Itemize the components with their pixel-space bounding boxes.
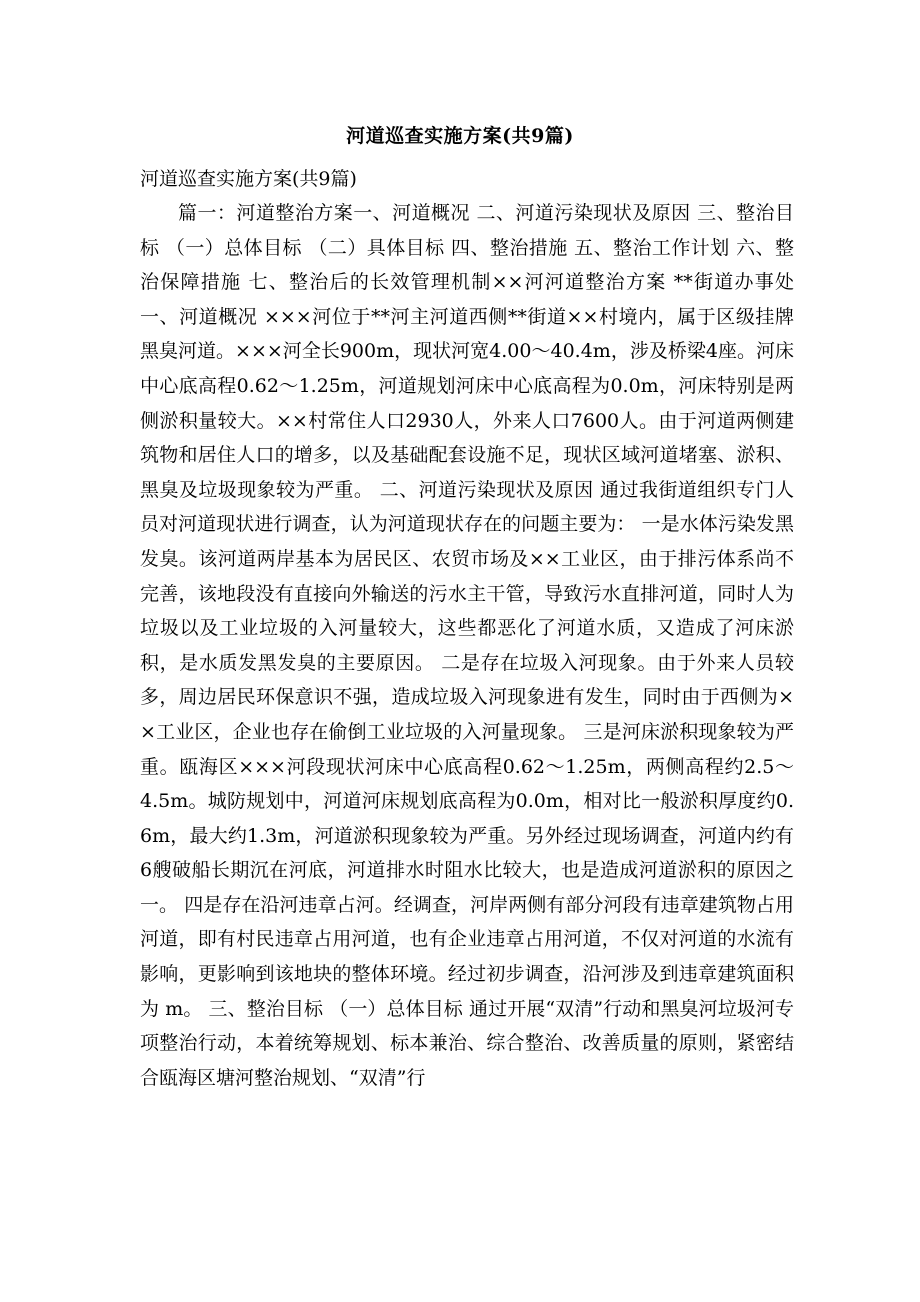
document-body-paragraph: 篇一：河道整治方案一、河道概况 二、河道污染现状及原因 三、整治目标 （一）总体目标 （二）具体目标 四、整治措施 五、整治工作计划 六、整治保障措施 七、整治后的长效管理机制××河河道整治方案 **街道办事处 一、河道概况 ×××河位于**河主河道西侧**街道××村境内，属于区级挂牌黑臭河道。×××河全长900m，现状河宽4.00～40.4m，涉及桥梁4座。河床中心底高程0.62～1.25m，河道规划河床中心底高程为0.0m，河床特别是两侧淤积量较大。××村常住人口2930人，外来人口7600人。由于河道两侧建筑物和居住人口的增多，以及基础配套设施不足，现状区域河道堵塞、淤积、黑臭及垃圾现象较为严重。 二、河道污染现状及原因 通过我街道组织专门人员对河道现状进行调查，认为河道现状存在的问题主要为： 一是水体污染发黑发臭。该河道两岸基本为居民区、农贸市场及××工业区，由于排污体系尚不完善，该地段没有直接向外输送的污水主干管，导致污水直排河道，同时人为垃圾以及工业垃圾的入河量较大，这些都恶化了河道水质，又造成了河床淤积，是水质发黑发臭的主要原因。 二是存在垃圾入河现象。由于外来人员较多，周边居民环保意识不强，造成垃圾入河现象进有发生，同时由于西侧为××工业区，企业也存在偷倒工业垃圾的入河量现象。 三是河床淤积现象较为严重。瓯海区×××河段现状河床中心底高程0.62～1.25m，两侧高程约2.5～4.5m。城防规划中，河道河床规划底高程为0.0m，相对比一般淤积厚度约0.6m，最大约1.3m，河道淤积现象较为严重。另外经过现场调查，河道内约有6艘破船长期沉在河底，河道排水时阻水比较大，也是造成河道淤积的原因之一。 四是存在沿河违章占河。经调查，河岸两侧有部分河段有违章建筑物占用河道，即有村民违章占用河道，也有企业违章占用河道，不仅对河道的水流有影响，更影响到该地块的整体环境。经过初步调查，沿河涉及到违章建筑面积为 m。 三、整治目标 （一）总体目标 通过开展“双清”行动和黑臭河垃圾河专项整治行动，本着统筹规划、标本兼治、综合整治、改善质量的原则，紧密结合瓯海区塘河整治规划、“双清”行	[140, 202, 794, 1089]
document-title: 河道巡查实施方案(共9篇)	[346, 125, 574, 147]
document-subtitle: 河道巡查实施方案(共9篇)	[140, 168, 357, 190]
